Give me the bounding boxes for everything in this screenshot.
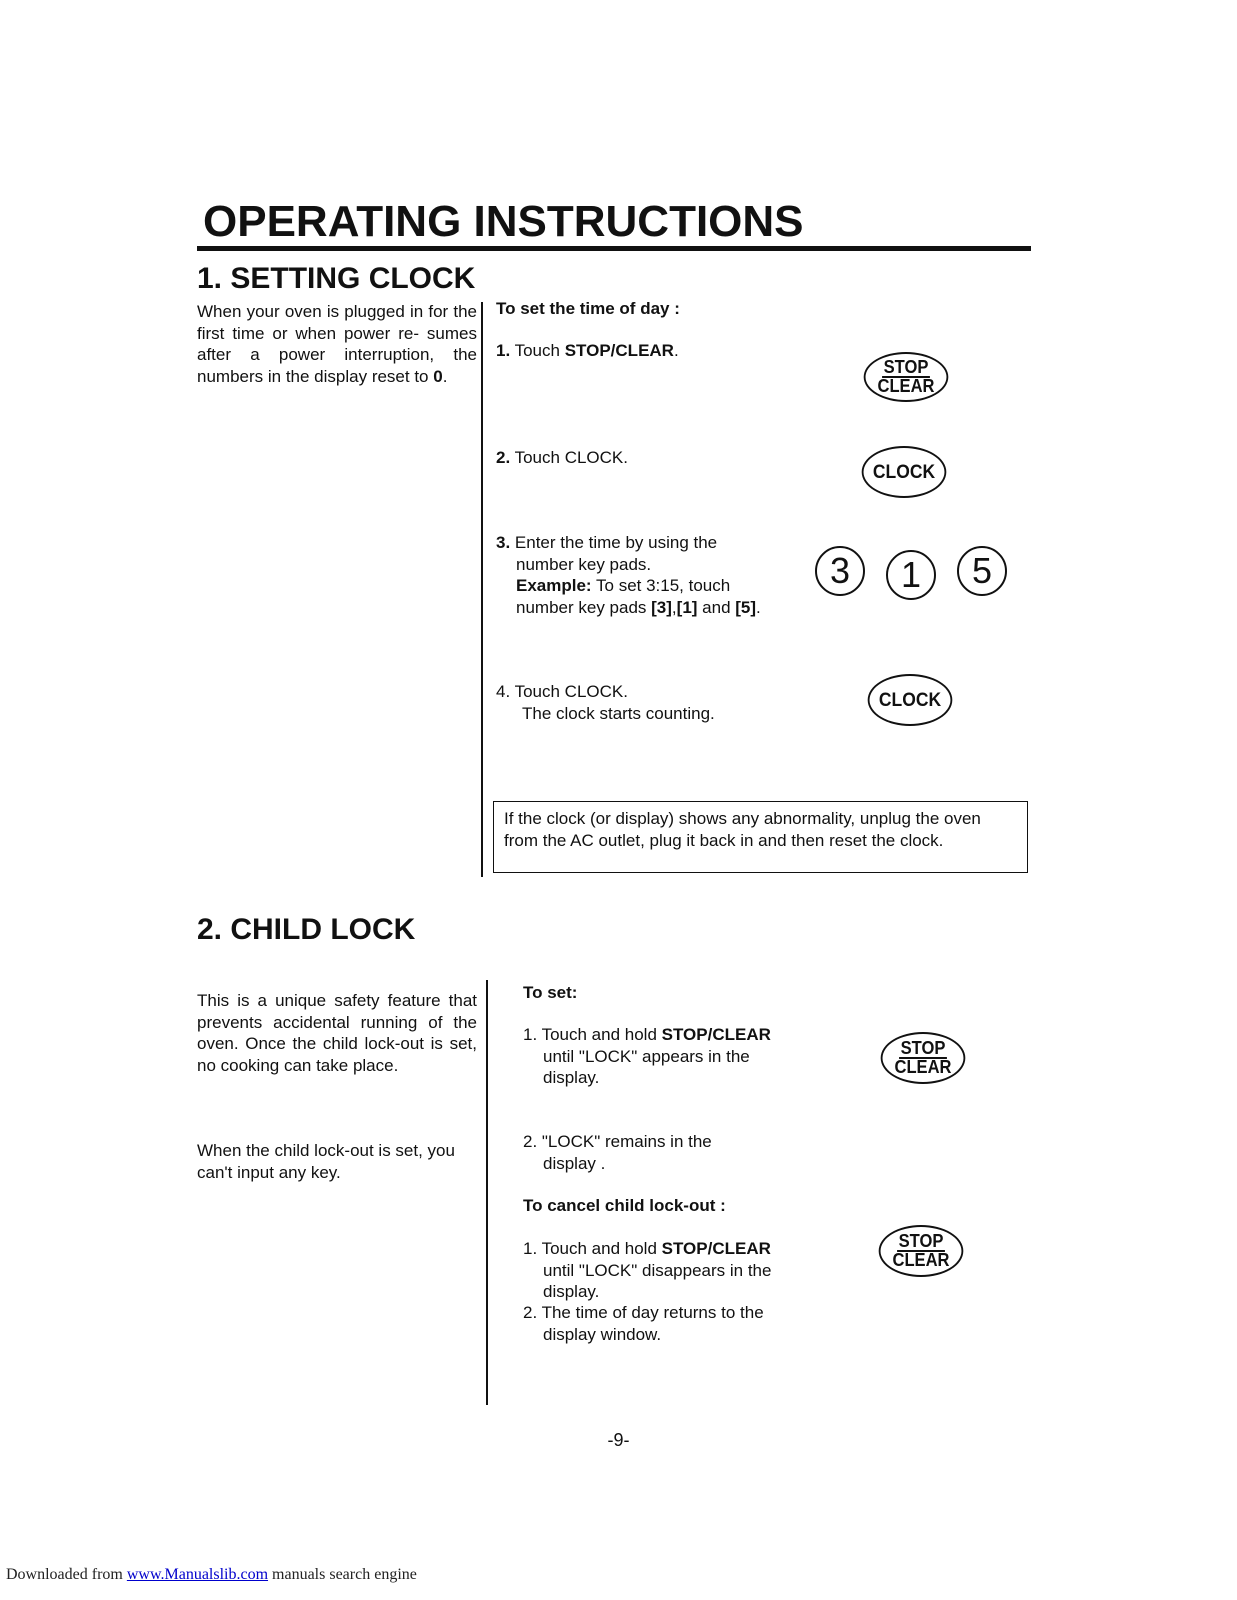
number-key-5[interactable] <box>957 546 1007 596</box>
clear-label: CLEAR <box>877 376 935 396</box>
step3 <box>496 532 761 618</box>
to-cancel-heading <box>523 1195 726 1217</box>
set-step1-line3: display. <box>543 1068 600 1087</box>
to-cancel-text: To cancel child lock-out : <box>523 1196 726 1215</box>
intro-bold: 0 <box>433 366 443 386</box>
stop-label-3: STOP <box>898 1231 944 1251</box>
step3-example <box>496 575 761 597</box>
set-step1-bold: STOP/CLEAR <box>661 1025 771 1044</box>
cancel-step1-bold: STOP/CLEAR <box>661 1239 771 1258</box>
step2-num: 2. <box>496 448 511 467</box>
to-set-text: To set: <box>523 983 578 1002</box>
clock-key[interactable] <box>862 446 947 498</box>
num1-label: 1 <box>900 554 922 595</box>
subheading-time-of-day <box>496 298 680 320</box>
note-text: If the clock (or display) shows any abnormality, unplug the oven from the AC outlet, plug it back in and then reset the clock. <box>504 809 981 850</box>
num3-label: 3 <box>829 550 851 591</box>
title-rule <box>197 246 1031 251</box>
key-c: [5] <box>735 597 757 617</box>
stop-label-2: STOP <box>900 1038 946 1058</box>
key-b: [1] <box>676 597 698 617</box>
intro-end: . <box>442 366 448 386</box>
intro-text: When your oven is plugged in for the first time or when power re- sumes after a power interruption, the numbers in the display reset to <box>197 302 477 386</box>
step4-line1: 4. Touch CLOCK. <box>496 682 628 701</box>
page-title: OPERATING INSTRUCTIONS <box>203 197 804 246</box>
step1 <box>496 340 679 362</box>
cancel-step1 <box>523 1238 771 1303</box>
footer-suffix: manuals search engine <box>268 1566 417 1583</box>
clock-abnormality-note <box>493 801 1028 873</box>
cancel-step1-line3: display. <box>543 1282 600 1301</box>
clock-key-2[interactable] <box>868 674 953 726</box>
cancel-step2-line2: display window. <box>543 1324 662 1344</box>
line4-a: number key pads <box>516 597 652 617</box>
page-number: -9- <box>607 1430 630 1450</box>
step4-line2: The clock starts counting. <box>522 703 715 723</box>
column-divider-2 <box>486 980 488 1405</box>
num5-label: 5 <box>971 550 993 591</box>
example-text: To set 3:15, touch <box>591 576 731 595</box>
number-key-3[interactable] <box>815 546 865 596</box>
step4 <box>496 681 715 724</box>
cancel-step1-a: 1. Touch and hold <box>523 1239 662 1258</box>
step2-text: Touch CLOCK. <box>510 448 628 467</box>
section-heading-child-lock: 2. CHILD LOCK <box>197 913 416 946</box>
step1-text: Touch <box>510 341 565 360</box>
clock-label-2: CLOCK <box>878 689 942 711</box>
step3-line1: Enter the time by using the <box>510 533 718 552</box>
step1-end: . <box>673 341 679 360</box>
clear-label-2: CLEAR <box>894 1057 952 1077</box>
section-heading-setting-clock: 1. SETTING CLOCK <box>197 262 476 295</box>
key-a: [3] <box>651 597 672 617</box>
clear-label-3: CLEAR <box>892 1250 950 1270</box>
set-step2 <box>523 1131 712 1174</box>
number-key-1[interactable] <box>886 550 936 600</box>
stop-clear-key-cancel[interactable] <box>879 1225 964 1277</box>
and: and <box>697 597 736 617</box>
stop-label: STOP <box>883 357 929 377</box>
column-divider-1 <box>481 302 483 877</box>
set-step2-line2: display . <box>543 1153 606 1173</box>
subheading-text: To set the time of day : <box>496 299 680 318</box>
stop-clear-key[interactable] <box>864 352 949 402</box>
set-step1-a: 1. Touch and hold <box>523 1025 662 1044</box>
example-label: Example: <box>516 576 592 595</box>
child-lock-intro: This is a unique safety feature that prevents accidental running of the oven. Once the child lock-out is set, no cooking can take place. <box>197 991 477 1075</box>
step2 <box>496 447 628 469</box>
step1-bold: STOP/CLEAR <box>564 341 674 360</box>
setting-clock-intro <box>197 301 477 387</box>
manualslib-link[interactable]: www.Manualslib.com <box>126 1566 269 1583</box>
step1-num: 1. <box>496 341 511 360</box>
set-step1-line2: until "LOCK" appears in the <box>543 1046 750 1066</box>
sep: , <box>671 597 677 617</box>
clock-label: CLOCK <box>872 461 936 483</box>
step3-line4 <box>496 597 761 619</box>
set-step1 <box>523 1024 771 1089</box>
cancel-step2 <box>523 1302 764 1345</box>
step3-num: 3. <box>496 533 511 552</box>
step3-end: . <box>756 597 761 617</box>
footer <box>6 1566 417 1584</box>
child-lock-intro2: When the child lock-out is set, you can't input any key. <box>197 1141 455 1182</box>
cancel-step2-line1: 2. The time of day returns to the <box>523 1303 764 1322</box>
to-set-heading <box>523 982 577 1004</box>
cancel-step1-line2: until "LOCK" disappears in the <box>543 1260 772 1280</box>
step3-line2: number key pads. <box>516 554 652 574</box>
stop-clear-key-set[interactable] <box>881 1032 966 1084</box>
footer-prefix: Downloaded from <box>6 1566 127 1583</box>
set-step2-line1: 2. "LOCK" remains in the <box>523 1132 712 1151</box>
